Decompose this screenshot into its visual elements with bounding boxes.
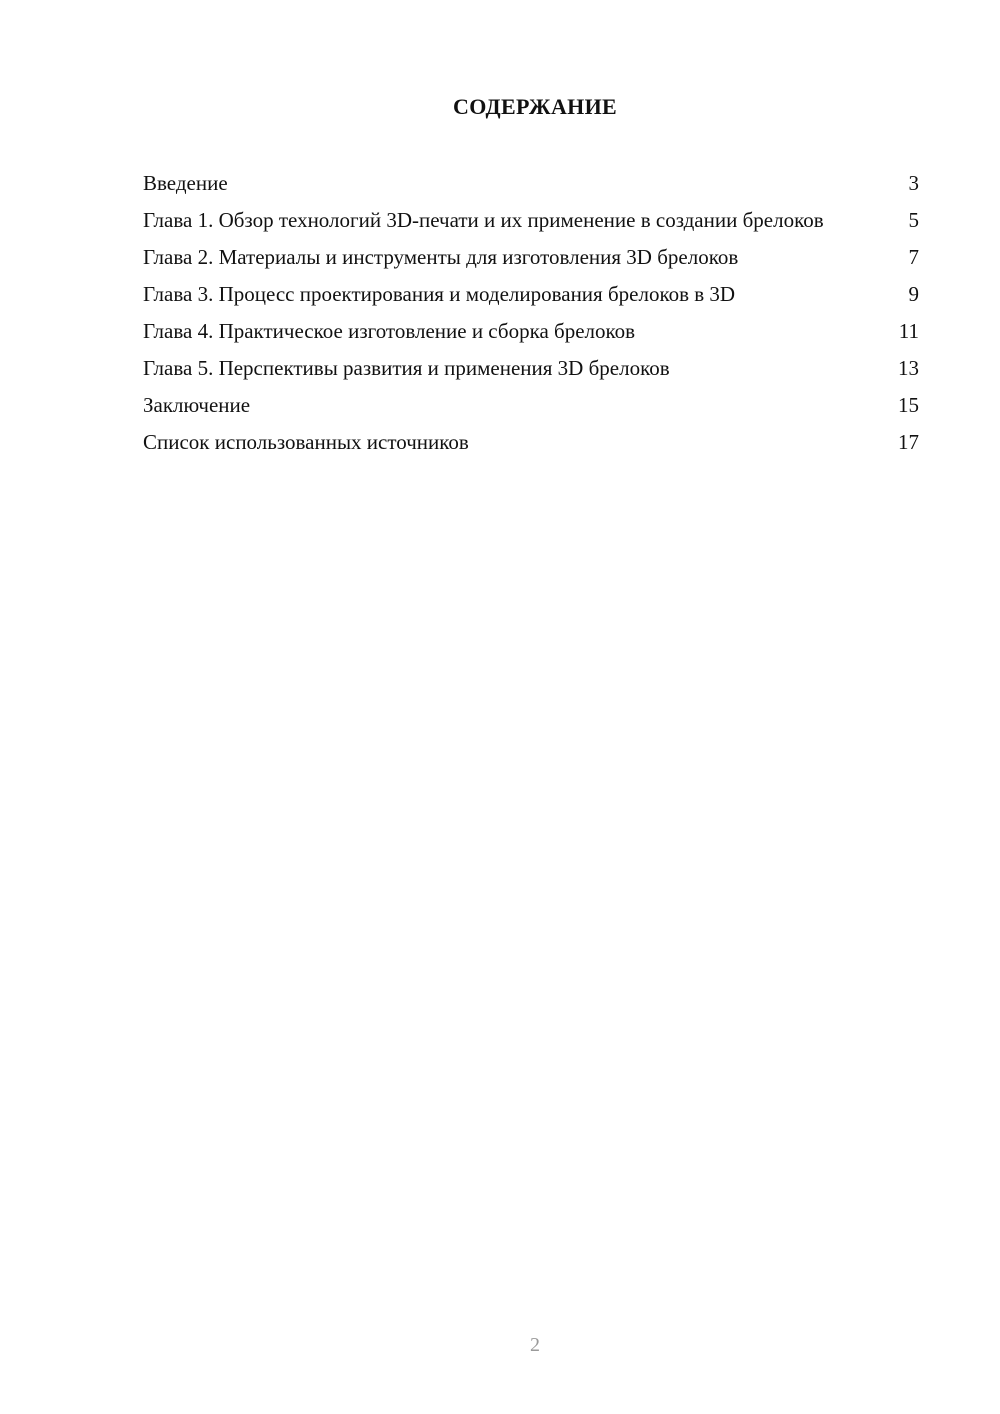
toc-heading: СОДЕРЖАНИЕ [453,94,617,119]
toc-entry-title: Глава 1. Обзор технологий 3D-печати и их применение в создании брелоков [143,208,824,232]
toc-entry-title: Глава 5. Перспективы развития и применения 3D брелоков [143,356,670,380]
toc-entry-page: 7 [908,245,919,269]
toc-entry-chapter-4[interactable] [143,318,919,345]
toc-entry-title: Глава 3. Процесс проектирования и моделирования брелоков в 3D [143,282,736,306]
toc-entry-page: 11 [898,319,919,343]
toc-entry-title: Глава 2. Материалы и инструменты для изготовления 3D брелоков [143,245,739,269]
toc-entry-title: Заключение [143,393,251,417]
toc-entry-chapter-2[interactable] [143,244,919,271]
toc-entry-page: 15 [898,393,919,417]
toc-entry-chapter-5[interactable] [143,355,919,382]
toc-entry-title: Список использованных источников [143,430,469,454]
toc-entry-references[interactable] [143,429,919,456]
toc-entry-page: 17 [898,430,919,454]
toc-entry-introduction[interactable] [143,170,919,197]
toc-entry-page: 13 [898,356,919,380]
toc-entry-conclusion[interactable] [143,392,919,419]
toc-entry-chapter-1[interactable] [143,207,919,234]
table-of-contents [143,170,919,466]
toc-entry-chapter-3[interactable] [143,281,919,308]
toc-entry-page: 9 [908,282,919,306]
page-number: 2 [530,1334,540,1356]
toc-entry-page: 3 [908,171,919,195]
toc-entry-title: Введение [143,171,228,195]
toc-entry-page: 5 [908,208,919,232]
toc-entry-title: Глава 4. Практическое изготовление и сборка брелоков [143,319,636,343]
